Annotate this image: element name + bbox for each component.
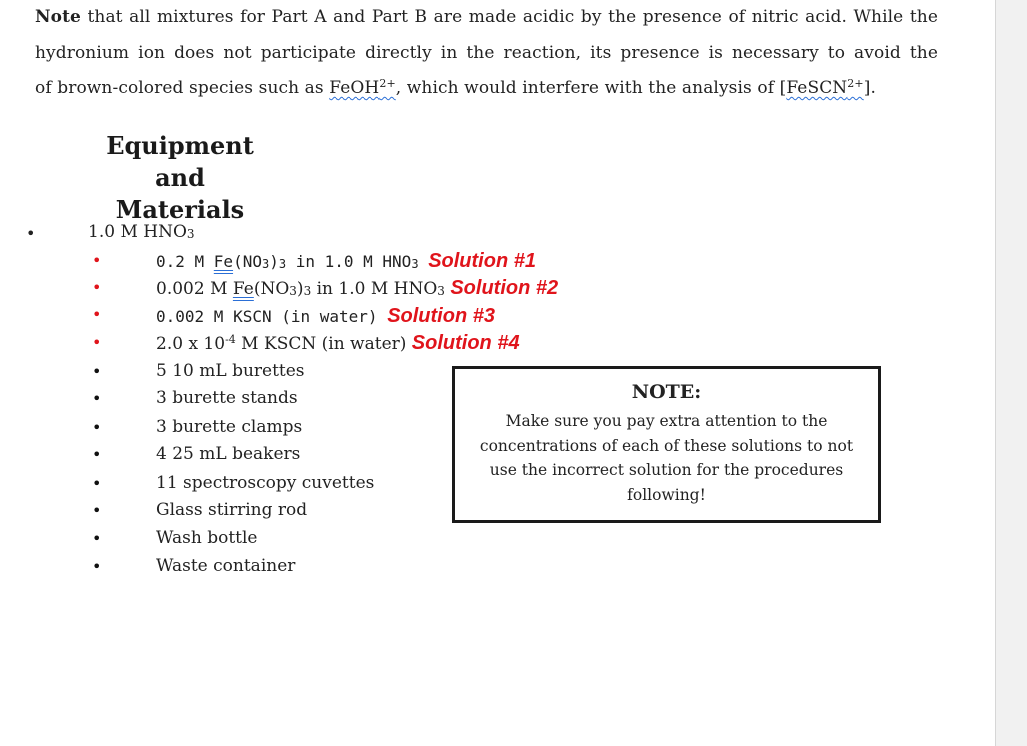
paragraph-line-3-start: of brown-colored species such as bbox=[35, 78, 330, 98]
list-bullet: • bbox=[92, 389, 102, 408]
list-item-burettes: 5 10 mL burettes bbox=[156, 361, 305, 381]
solution-label: Solution #3 bbox=[387, 305, 495, 327]
list-item-stirring-rod: Glass stirring rod bbox=[156, 500, 308, 520]
vertical-scrollbar[interactable] bbox=[995, 0, 1027, 746]
list-bullet: • bbox=[92, 557, 102, 576]
list-bullet: • bbox=[92, 445, 102, 464]
paragraph-line-3-end: ]. bbox=[863, 78, 876, 98]
fe-formula-link[interactable]: Fe bbox=[232, 279, 254, 299]
list-bullet: • bbox=[92, 305, 102, 324]
section-heading bbox=[80, 130, 280, 226]
fe-formula-link[interactable]: Fe bbox=[213, 252, 234, 271]
list-item-solution-2: 0.002 M $Fe(NO_3)_3$ in 1.0 M $HNO_3$ Solution #2 bbox=[156, 277, 559, 299]
list-bullet: • bbox=[92, 418, 102, 437]
list-bullet: • bbox=[26, 224, 36, 243]
feoh-formula[interactable]: FeOH$^{2+}$ bbox=[329, 77, 396, 98]
paragraph-line-3 bbox=[35, 71, 938, 107]
list-bullet: • bbox=[92, 529, 102, 548]
list-bullet: • bbox=[92, 251, 102, 270]
paragraph-line-1-text: that all mixtures for Part A and Part B are made acidic by the presence of nitric acid. While the bbox=[87, 7, 938, 27]
list-item-solution-1: 0.2 M $Fe(NO_3)_3$ in 1.0 M $HNO_3$ Solution #1 bbox=[156, 250, 536, 272]
list-bullet: • bbox=[92, 333, 102, 352]
list-item-waste-container: Waste container bbox=[156, 556, 296, 576]
list-item-cuvettes: 11 spectroscopy cuvettes bbox=[156, 473, 375, 493]
solution-label: Solution #2 bbox=[450, 277, 559, 299]
note-title: NOTE: bbox=[631, 381, 702, 403]
note-body: Make sure you pay extra attention to the concentrations of each of these solutions to not use the incorrect solution for the procedures following! bbox=[479, 412, 854, 504]
solution-label: Solution #1 bbox=[428, 250, 536, 272]
paragraph-line-1 bbox=[35, 0, 938, 36]
note-box[interactable] bbox=[452, 366, 881, 523]
list-item-wash-bottle: Wash bottle bbox=[156, 528, 258, 548]
list-item-hno3: 1.0 M $HNO_3$ bbox=[88, 222, 195, 242]
list-bullet: • bbox=[92, 501, 102, 520]
fescn-formula[interactable]: FeSCN$^{2+}$ bbox=[786, 77, 864, 98]
heading-line-1: Equipment and bbox=[106, 131, 254, 192]
solution-label: Solution #4 bbox=[411, 332, 520, 354]
list-item-burette-clamps: 3 burette clamps bbox=[156, 417, 303, 437]
list-bullet: • bbox=[92, 474, 102, 493]
list-item-beakers: 4 25 mL beakers bbox=[156, 444, 301, 464]
intro-paragraph bbox=[35, 0, 938, 107]
paragraph-line-2: hydronium ion does not participate directly in the reaction, its presence is necessary to avoid the bbox=[35, 42, 938, 63]
list-item-solution-4: 2.0 x $10^{-4}$ M KSCN (in water) Solution #4 bbox=[156, 332, 520, 354]
note-label: Note bbox=[35, 7, 81, 27]
heading-line-2: Materials bbox=[115, 195, 245, 224]
list-bullet: • bbox=[92, 278, 102, 297]
list-item-solution-3: 0.002 M KSCN (in water) Solution #3 bbox=[156, 305, 495, 327]
list-item-burette-stands: 3 burette stands bbox=[156, 388, 298, 408]
paragraph-line-3-middle: , which would interfere with the analysis of [ bbox=[395, 78, 787, 98]
list-bullet: • bbox=[92, 362, 102, 381]
